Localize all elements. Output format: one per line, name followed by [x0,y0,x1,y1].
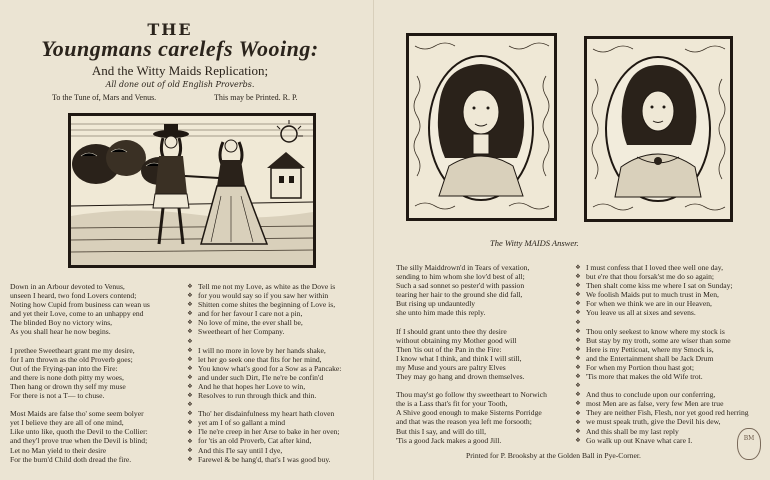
verse-line: I must confess that I loved thee well one day, [586,263,723,272]
verse-line: Resolves to run through thick and thin. [198,391,317,401]
ornament-glyph: ❖ [575,400,581,408]
ornament-glyph: ❖ [187,401,193,409]
ornament-glyph: ❖ [187,373,193,381]
verse-line: For the burn'd Child doth dread the fire. [10,454,132,464]
verse-line: Tell me not my Love, as white as the Dove is [198,282,336,291]
verse-line: You leave us all at sixes and sevens. [586,308,696,318]
verse-line: As you shall hear he now begins. [10,327,111,337]
ornament-glyph: ❖ [187,328,193,336]
verse-line: and for her favour I care not a pin, [198,309,303,319]
verse-line: No love of mine, the ever shall be, [198,318,303,328]
fold-line [373,0,374,480]
verse-line: Down in an Arbour devoted to Venus, [10,282,125,291]
verse-line: The silly Maiddrown'd in Tears of vexation, [396,263,530,272]
verse-line: And this I'le say until I dye, [198,445,283,455]
ornament-glyph: ❖ [575,418,581,426]
verse-line: Like unto like, quoth the Devil to the Collier: [10,427,148,437]
verse-line: I prethee Sweetheart grant me my desire, [10,345,135,355]
verse-line: Then shalt come kiss me where I sat on Sunday; [586,281,733,291]
ornament-glyph: ❖ [187,364,193,372]
verse-line: For when my Portion thou hast got; [586,362,694,372]
verse-line: Here is my Petticoat, where my Smock is, [586,344,714,354]
verse-line: They may go hang and drown themselves. [396,372,525,382]
verse-line: sending to him whom she lov'd best of all; [396,272,525,282]
ornament-glyph: ❖ [187,455,193,463]
verse-line: my Muse and yours are paltry Elves [396,362,506,372]
woodcut-couple-illustration [68,113,316,268]
stanza-break [586,381,749,390]
verse-line: And this shall be my last reply [586,426,679,436]
stanza-break [198,400,341,409]
ornament-glyph: ❖ [575,436,581,444]
page-title: Youngmans carelefs Wooing: [41,36,319,61]
stanza-break [10,337,150,346]
ornament-glyph: ❖ [575,382,581,390]
ornament-glyph: ❖ [187,283,193,290]
ornament-glyph: ❖ [575,309,581,317]
verse-line: I know what I think, and think I will still, [396,353,522,363]
ornament-glyph: ❖ [575,336,581,344]
verse-line: The blinded Boy no victory wins, [10,318,113,328]
verse-line: Sweetheart of her Company. [198,327,285,337]
verse-line: Such a sad sonnet so pester'd with passion [396,281,525,291]
verse-line: Noting how Cupid from business can wean us [10,300,150,310]
verse-line: unseen I heard, two fond Lovers contend; [10,291,137,301]
subtitle: And the Witty Maids Replication; [91,63,269,78]
verse-line: Then 'tis out of the Pan in the Fire: [396,344,502,354]
verse-line: Go walk up out Knave what care I. [586,435,693,445]
verse-column-1 [10,282,150,464]
verse-column-2 [198,282,341,464]
verse-line: tearing her hair to the ground she did fall, [396,290,523,300]
ornament-glyph: ❖ [187,383,193,391]
verse-line: 'Tis more that makes the old Wife trot. [586,372,703,382]
verse-line: she unto him made this reply. [396,308,486,318]
verse-line: without obtaining my Mother good will [396,335,517,345]
ornament-glyph: ❖ [575,282,581,290]
stanza-break [586,318,749,327]
ornament-glyph: ❖ [575,364,581,372]
stanza-break [198,337,341,346]
verse-line: Thou only seekest to know where my stock is [586,326,725,336]
verse-line: and under such Dirt, I'le ne're be confin'd [198,372,324,382]
verse-line: You know what's good for a Sow as a Pancake: [198,363,342,373]
verse-line: but e're that thou forsak'st me do so again; [586,272,715,282]
ornament-glyph: ❖ [187,392,193,400]
verse-line: Out of the Frying-pan into the Fire: [10,363,118,373]
verse-line: 'Tis a good Jack makes a good Jill. [396,435,502,445]
column-divider-ornament [187,282,193,464]
verse-line: and there is none doth pitty my woes, [10,372,124,382]
ornament-glyph: ❖ [187,355,193,363]
verse-line: Then hang or drown thy self my muse [10,381,126,391]
ornament-glyph: ❖ [575,373,581,381]
verse-line: And he that hopes her Love to win, [198,381,306,391]
ornament-glyph: ❖ [575,273,581,281]
ornament-glyph: ❖ [187,346,193,354]
answer-heading: The Witty MAIDS Answer. [490,238,579,248]
verse-line: I'le ne're creep in her Arse to bake in her oven; [198,427,340,437]
column-divider-ornament [575,263,581,445]
ornament-glyph: ❖ [575,264,581,271]
subtitle-note: All done out of old English Proverbs. [105,80,255,89]
verse-line: yet am I of so gallant a mind [198,418,286,428]
verse-line: For there is not a T— to chuse. [10,391,105,401]
stanza-break [396,381,547,390]
verse-column-3 [396,263,547,445]
ornament-glyph: ❖ [187,310,193,318]
verse-line: Farewel & be hang'd, that's I was good buy. [198,454,331,464]
verse-line: For when we think we are in our Heaven, [586,299,712,309]
verse-line: Let no Man yield to their desire [10,445,107,455]
ornament-glyph: ❖ [575,300,581,308]
verse-line: most Men are as false, very few Men are true [586,399,724,409]
verse-column-4 [586,263,749,445]
museum-stamp: BM [737,428,761,460]
licence-line: This may be Printed. R. P. [214,93,298,102]
ornament-glyph: ❖ [187,446,193,454]
tune-line: To the Tune of, Mars and Venus. [52,93,157,102]
verse-line: we must speak truth, give the Devil his dew, [586,417,721,427]
verse-line: Tho' her disdainfulness my heart hath cloven [198,409,335,419]
verse-line: let her go seek one that fits for her mind, [198,354,322,364]
verse-line: A Shive good enough to make Sisterns Porridge [396,408,542,418]
verse-line: Thou may'st go follow thy sweetheart to Norwich [396,390,547,400]
ornament-glyph: ❖ [187,301,193,309]
ornament-glyph: ❖ [575,318,581,326]
ornament-glyph: ❖ [575,391,581,399]
verse-line: We foolish Maids put to much trust in Men, [586,290,719,300]
verse-line: If I should grant unto thee thy desire [396,326,507,336]
verse-line: the is a Lass that's fit for your Tooth, [396,399,508,409]
ornament-glyph: ❖ [187,319,193,327]
ornament-glyph: ❖ [187,419,193,427]
verse-line: and they'l prove true when the Devil is blind; [10,436,148,446]
verse-line: and yet their Love, come to an unhappy end [10,309,144,319]
ornament-glyph: ❖ [187,292,193,300]
verse-line: and the Entertainment shall be Jack Drum [586,353,714,363]
ornament-glyph: ❖ [575,291,581,299]
verse-line: Most Maids are false tho' some seem bolyer [10,409,144,419]
verse-line: for 'tis an old Proverb, Cat after kind, [198,436,312,446]
verse-line: yet I believe they are all of one mind, [10,418,124,428]
verse-line: for I am thrown as the old Proverb goes; [10,354,133,364]
verse-line: But this I say, and will do till, [396,426,486,436]
ornament-glyph: ❖ [575,327,581,335]
imprint-line: Printed for P. Brooksby at the Golden Ball in Pye-Corner. [466,451,641,460]
ornament-glyph: ❖ [187,337,193,345]
portrait-man-illustration [406,33,557,221]
verse-line: for you would say so if you saw her within [198,291,329,301]
ornament-glyph: ❖ [187,437,193,445]
ornament-glyph: ❖ [187,428,193,436]
ornament-glyph: ❖ [575,409,581,417]
title-article: THE [147,20,193,39]
stanza-break [396,318,547,327]
verse-line: and that was the reason yea left me forsooth; [396,417,532,427]
portrait-woman-illustration [584,36,733,222]
ornament-glyph: ❖ [187,410,193,418]
stanza-break [10,400,150,409]
ornament-glyph: ❖ [575,345,581,353]
ornament-glyph: ❖ [575,427,581,435]
ornament-glyph: ❖ [575,354,581,362]
verse-line: Shitten come shites the beginning of Love is, [198,300,336,310]
verse-line: And thus to conclude upon our conferring, [586,390,716,400]
verse-line: But stay by my troth, some are wiser than some [586,335,731,345]
verse-line: They are neither Fish, Flesh, nor yet good red herring [586,408,749,418]
verse-line: But rising up undauntedly [396,299,476,309]
verse-line: I will no more in love by her hands shake, [198,345,326,355]
